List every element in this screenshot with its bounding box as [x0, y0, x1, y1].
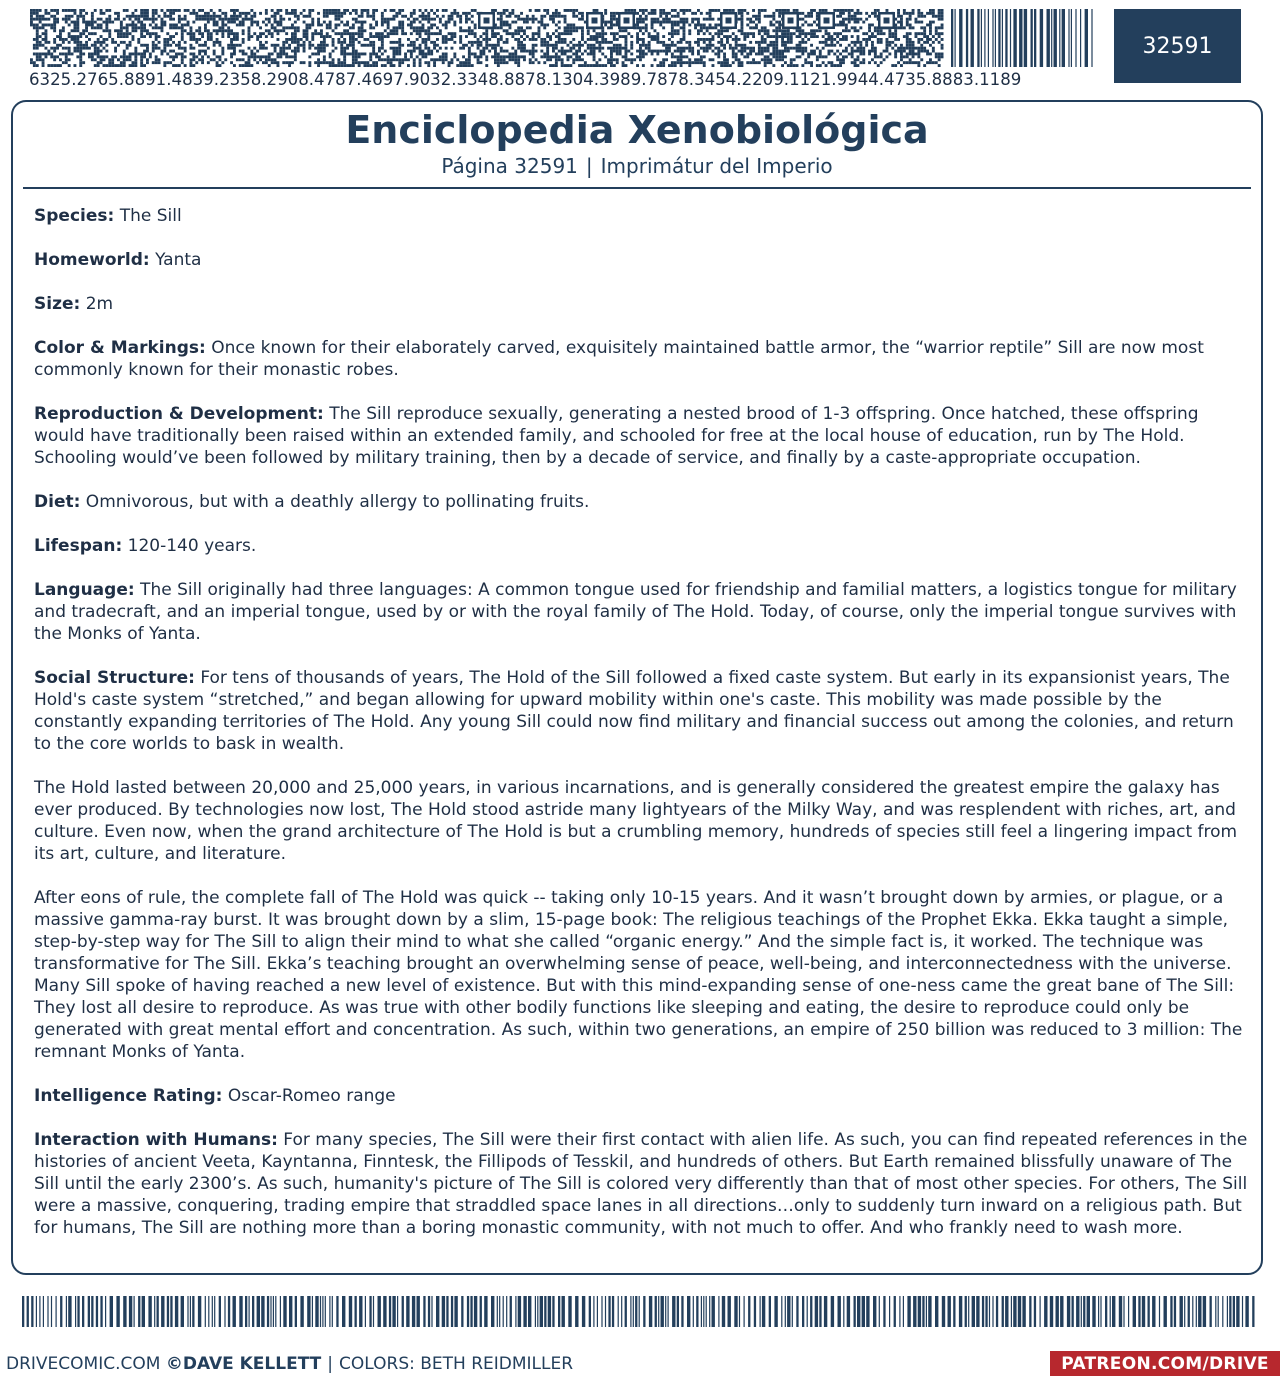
- entry-text: Oscar-Romeo range: [222, 1086, 396, 1106]
- qr-code-strip: [30, 9, 946, 67]
- entry-label: Reproduction & Development:: [34, 404, 324, 424]
- barcode-bottom: [22, 1296, 1258, 1327]
- entry-size: [34, 293, 1252, 315]
- entry-text: 120-140 years.: [122, 536, 257, 556]
- entry-text: The Sill originally had three languages: A common tongue used for friendship and familial matters, a logistics tongue for military and tradecraft, and an imperial tongue, used by or with the royal family of The Hold. Today, of course, only the imperial tongue survives with the Monks of Yanta.: [34, 580, 1237, 644]
- entry-intelligence: [34, 1085, 1252, 1107]
- footer-divider: |: [327, 1354, 334, 1374]
- footer-credits: [6, 1353, 573, 1375]
- entry-label: Color & Markings:: [34, 338, 206, 358]
- footer-copyright: ©DAVE KELLETT: [165, 1354, 322, 1374]
- entry-interaction-humans: [34, 1129, 1252, 1239]
- subtitle-imprimatur: Imprimátur del Imperio: [600, 154, 833, 178]
- entry-language: [34, 579, 1252, 645]
- entry-label: Size:: [34, 294, 81, 314]
- entry-color-markings: [34, 337, 1252, 381]
- entry-label: Homeworld:: [34, 250, 150, 270]
- entry-diet: [34, 491, 1252, 513]
- header-band: [0, 0, 1280, 96]
- entry-species: [34, 205, 1252, 227]
- entry-label: Interaction with Humans:: [34, 1130, 278, 1150]
- entry-lifespan: [34, 535, 1252, 557]
- entry-body: [34, 205, 1252, 1239]
- footer-colors: COLORS: BETH REIDMILLER: [339, 1354, 574, 1374]
- encyclopedia-card: [11, 100, 1263, 1275]
- header-divider: [23, 187, 1251, 189]
- entry-label: Diet:: [34, 492, 81, 512]
- entry-text: Once known for their elaborately carved, exquisitely maintained battle armor, the “warrior reptile” Sill are now most commonly known for their monastic robes.: [34, 338, 1204, 380]
- entry-label: Language:: [34, 580, 135, 600]
- entry-label: Lifespan:: [34, 536, 123, 556]
- footer-site: DRIVECOMIC.COM: [6, 1354, 161, 1374]
- entry-homeworld: [34, 249, 1252, 271]
- serial-number: 6325.2765.8891.4839.2358.2908.4787.4697.9032.3348.8878.1304.3989.7878.3454.2209.1121.9944.4735.8883.1189: [29, 70, 1022, 89]
- page-subtitle: [13, 153, 1261, 179]
- barcode-top: [951, 9, 1098, 67]
- entry-text: Omnivorous, but with a deathly allergy to pollinating fruits.: [80, 492, 590, 512]
- entry-text: Yanta: [149, 250, 202, 270]
- paragraph-fall-of-hold: After eons of rule, the complete fall of The Hold was quick -- taking only 10-15 years. And it wasn’t brought down by armies, or plague, or a massive gamma-ray burst. It was brought down by a slim, 15-page book: The religious teachings of the Prophet Ekka. Ekka taught a simple, step-by-step way for The Sill to align their mind to what she called “organic energy.” And the simple fact is, it worked. The technique was transformative for The Sill. Ekka’s teaching brought an overwhelming sense of peace, well-being, and interconnectedness with the universe. Many Sill spoke of having reached a new level of existence. But with this mind-expanding sense of one-ness came the great bane of The Sill: They lost all desire to reproduce. As was true with other bodily functions like sleeping and eating, the desire to reproduce could only be generated with great mental effort and concentration. As such, within two generations, an empire of 250 billion was reduced to 3 million: The remnant Monks of Yanta.: [34, 888, 1243, 1062]
- patreon-link[interactable]: PATREON.COM/DRIVE: [1050, 1351, 1280, 1376]
- entry-text: For many species, The Sill were their first contact with alien life. As such, you can find repeated references in the histories of ancient Veeta, Kayntanna, Finntesk, the Fillipods of Tesskil, and hundreds of others. But Earth remained blissfully unaware of The Sill until the early 2300’s. As such, humanity's picture of The Sill is colored very differently than that of most other species. For others, The Sill were a massive, conquering, trading empire that straddled space lanes in all directions…only to suddenly turn inward on a religious path. But for humans, The Sill are nothing more than a boring monastic community, with not much to offer. And who frankly need to wash more.: [34, 1130, 1248, 1238]
- subtitle-separator: |: [585, 154, 593, 178]
- paragraph-hold-history: The Hold lasted between 20,000 and 25,000 years, in various incarnations, and is generally considered the greatest empire the galaxy has ever produced. By technologies now lost, The Hold stood astride many lightyears of the Milky Way, and was resplendent with riches, art, and culture. Even now, when the grand architecture of The Hold is but a crumbling memory, hundreds of species still feel a lingering impact from its art, culture, and literature.: [34, 778, 1238, 864]
- entry-label: Intelligence Rating:: [34, 1086, 223, 1106]
- entry-social-structure: [34, 667, 1252, 755]
- entry-label: Social Structure:: [34, 668, 195, 688]
- card-header: [13, 102, 1261, 190]
- entry-text: The Sill reproduce sexually, generating a nested brood of 1-3 offspring. Once hatched, these offspring would have traditionally been raised within an extended family, and schooled for free at the local house of education, run by The Hold. Schooling would’ve been followed by military training, then by a decade of service, and finally by a caste-appropriate occupation.: [34, 404, 1199, 468]
- entry-label: Species:: [34, 206, 115, 226]
- entry-text: For tens of thousands of years, The Hold of the Sill followed a fixed caste system. But early in its expansionist years, The Hold's caste system “stretched,” and began allowing for upward mobility within one's caste. This mobility was made possible by the constantly expanding territories of The Hold. Any young Sill could now find military and financial success out among the colonies, and return to the core worlds to bask in wealth.: [34, 668, 1234, 754]
- page-number-badge: 32591: [1114, 9, 1241, 83]
- entry-text: The Sill: [114, 206, 182, 226]
- entry-reproduction: [34, 403, 1252, 469]
- subtitle-page: Página 32591: [441, 154, 578, 178]
- page-title: Enciclopedia Xenobiológica: [345, 108, 929, 152]
- entry-text: 2m: [80, 294, 114, 314]
